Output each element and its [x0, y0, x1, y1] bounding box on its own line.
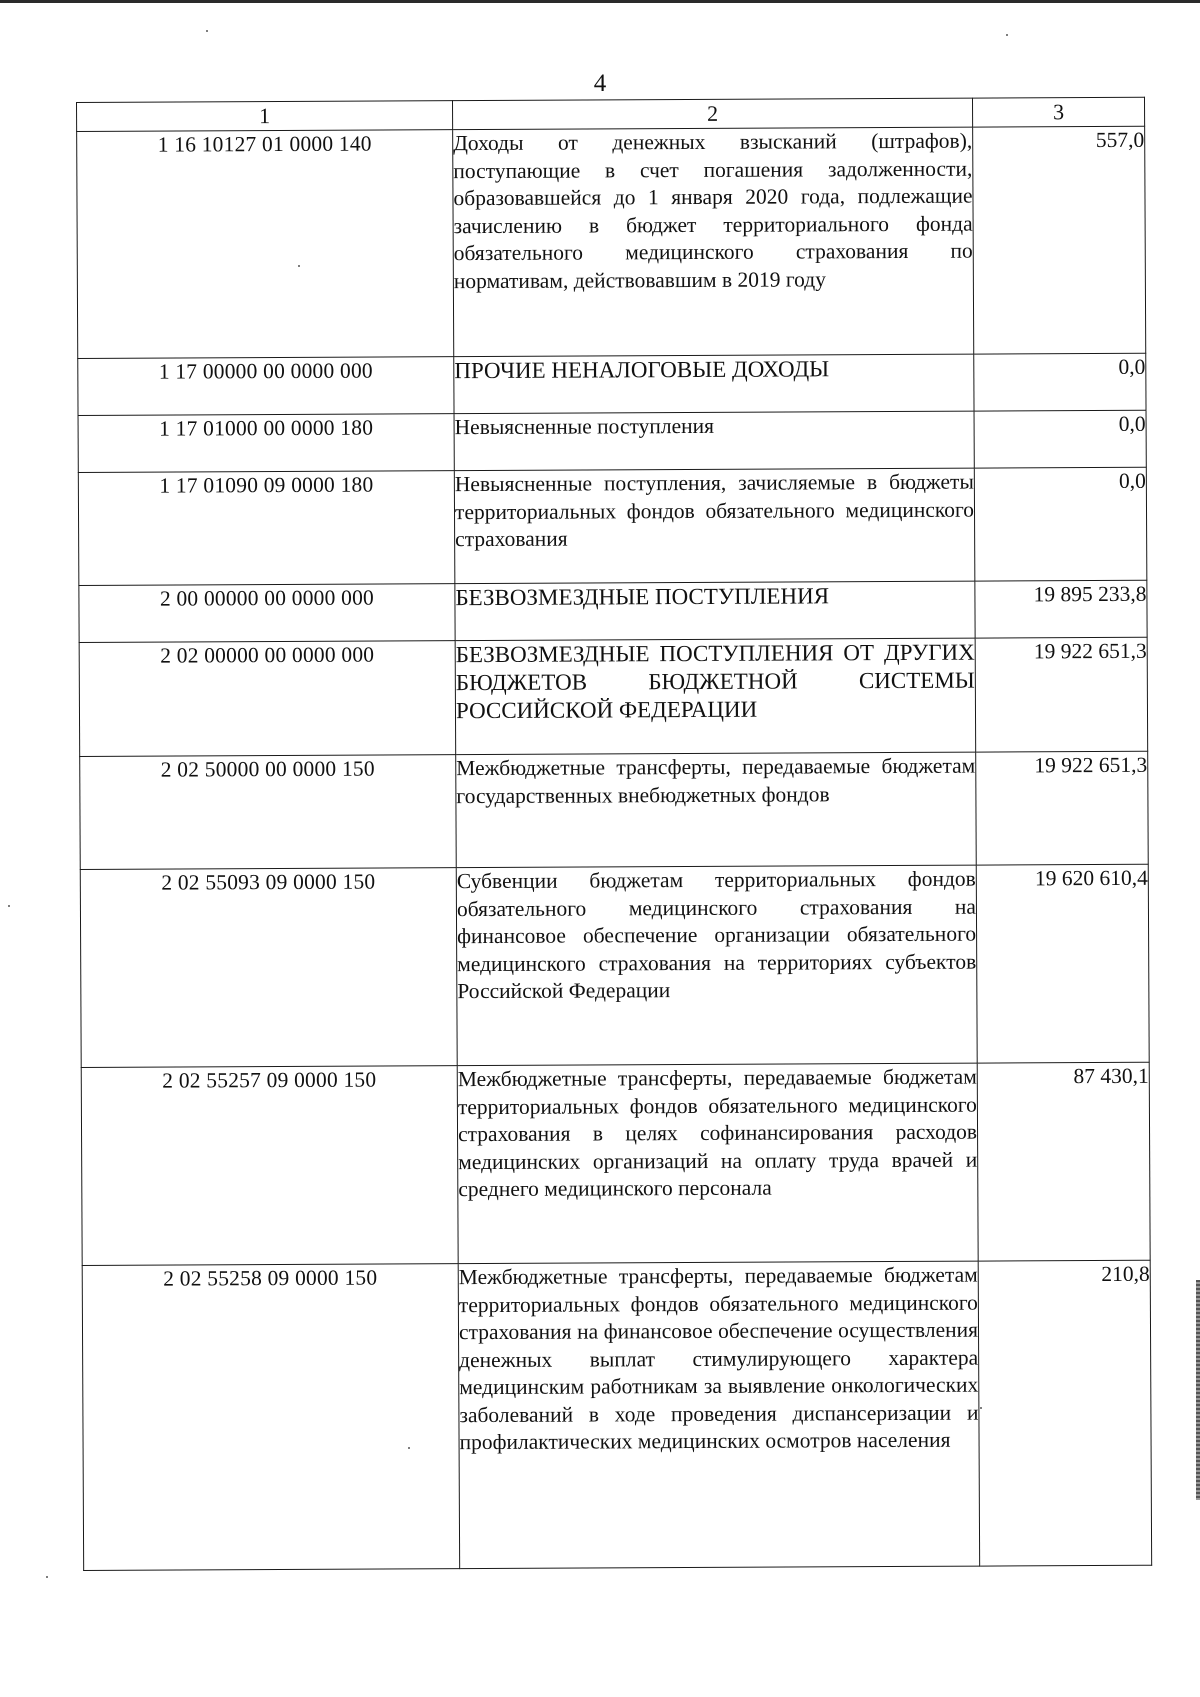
budget-code: 2 02 55093 09 0000 150	[80, 868, 457, 1068]
income-name: Невыясненные поступления, зачисляемые в бюджеты территориальных фондов обязательного медицинского страхования	[454, 468, 975, 584]
budget-code: 1 16 10127 01 0000 140	[77, 130, 454, 359]
income-name: БЕЗВОЗМЕЗДНЫЕ ПОСТУПЛЕНИЯ	[455, 581, 975, 641]
income-amount: 210,8	[978, 1260, 1151, 1566]
income-name: ПРОЧИЕ НЕНАЛОГОВЫЕ ДОХОДЫ	[454, 354, 974, 414]
budget-code: 2 02 50000 00 0000 150	[80, 755, 457, 870]
table-row	[79, 580, 1147, 642]
budget-code: 2 02 55257 09 0000 150	[81, 1066, 458, 1266]
table-row	[80, 864, 1149, 1067]
income-name: Субвенции бюджетам территориальных фондов обязательного медицинского страхования на финансовое обеспечение организации обязательного медицинского страхования на территориях субъектов Российской Федерации	[456, 865, 977, 1066]
income-amount: 0,0	[974, 353, 1146, 411]
table-row	[82, 1260, 1151, 1570]
income-name: Доходы от денежных взысканий (штрафов), поступающие в счет погашения задолженности, образовавшейся до 1 января 2020 года, подлежащие зачислению в бюджет территориального фонда обязательного медицинского страхования по нормативам, действовавшим в 2019 году	[453, 127, 974, 357]
table-row	[77, 126, 1146, 358]
income-name: Межбюджетные трансферты, передаваемые бюджетам государственных внебюджетных фондов	[456, 752, 977, 868]
column-header-amount: 3	[972, 97, 1144, 127]
budget-code: 1 17 00000 00 0000 000	[78, 357, 454, 416]
revenue-table	[76, 97, 1152, 1571]
income-amount: 557,0	[973, 126, 1146, 354]
column-header-code: 1	[77, 101, 453, 132]
scan-speck	[8, 905, 10, 907]
page-number: 4	[593, 70, 607, 97]
income-amount: 19 620 610,4	[976, 864, 1149, 1063]
table-row	[78, 353, 1146, 415]
income-amount: 0,0	[974, 410, 1146, 468]
income-amount: 19 922 651,3	[975, 637, 1148, 752]
budget-code: 2 00 00000 00 0000 000	[79, 584, 455, 643]
budget-code: 2 02 55258 09 0000 150	[82, 1264, 459, 1571]
income-name: Межбюджетные трансферты, передаваемые бюджетам территориальных фондов обязательного медицинского страхования в целях софинансирования расходов медицинских организаций на оплату труда врачей и среднего медицинского персонала	[457, 1063, 978, 1264]
income-amount: 19 922 651,3	[976, 751, 1149, 865]
scan-speck	[206, 30, 208, 32]
budget-code: 1 17 01000 00 0000 180	[78, 414, 454, 473]
scan-edge-right	[1196, 1280, 1200, 1500]
income-amount: 0,0	[974, 467, 1147, 581]
table-row	[80, 751, 1149, 869]
scan-edge-top	[0, 0, 1200, 3]
column-header-name: 2	[452, 98, 972, 130]
scan-speck	[1006, 34, 1008, 36]
table-row	[78, 467, 1147, 585]
table-row	[81, 1062, 1150, 1265]
table-row	[78, 410, 1146, 472]
table-row	[79, 637, 1148, 756]
budget-code: 2 02 00000 00 0000 000	[79, 641, 456, 757]
income-name: Межбюджетные трансферты, передаваемые бюджетам территориальных фондов обязательного медицинского страхования на финансовое обеспечение осуществления денежных выплат стимулирующего характера медицинским работникам за выявление онкологических заболеваний в ходе проведения диспансеризации и профилактических медицинских осмотров населения	[458, 1261, 979, 1569]
income-amount: 19 895 233,8	[975, 580, 1147, 638]
income-amount: 87 430,1	[977, 1062, 1150, 1261]
budget-code: 1 17 01090 09 0000 180	[78, 471, 455, 586]
scan-speck	[46, 1576, 48, 1578]
income-name: Невыясненные поступления	[454, 411, 974, 471]
income-name: БЕЗВОЗМЕЗДНЫЕ ПОСТУПЛЕНИЯ ОТ ДРУГИХ БЮДЖЕТОВ БЮДЖЕТНОЙ СИСТЕМЫ РОССИЙСКОЙ ФЕДЕРАЦИИ	[455, 638, 976, 755]
